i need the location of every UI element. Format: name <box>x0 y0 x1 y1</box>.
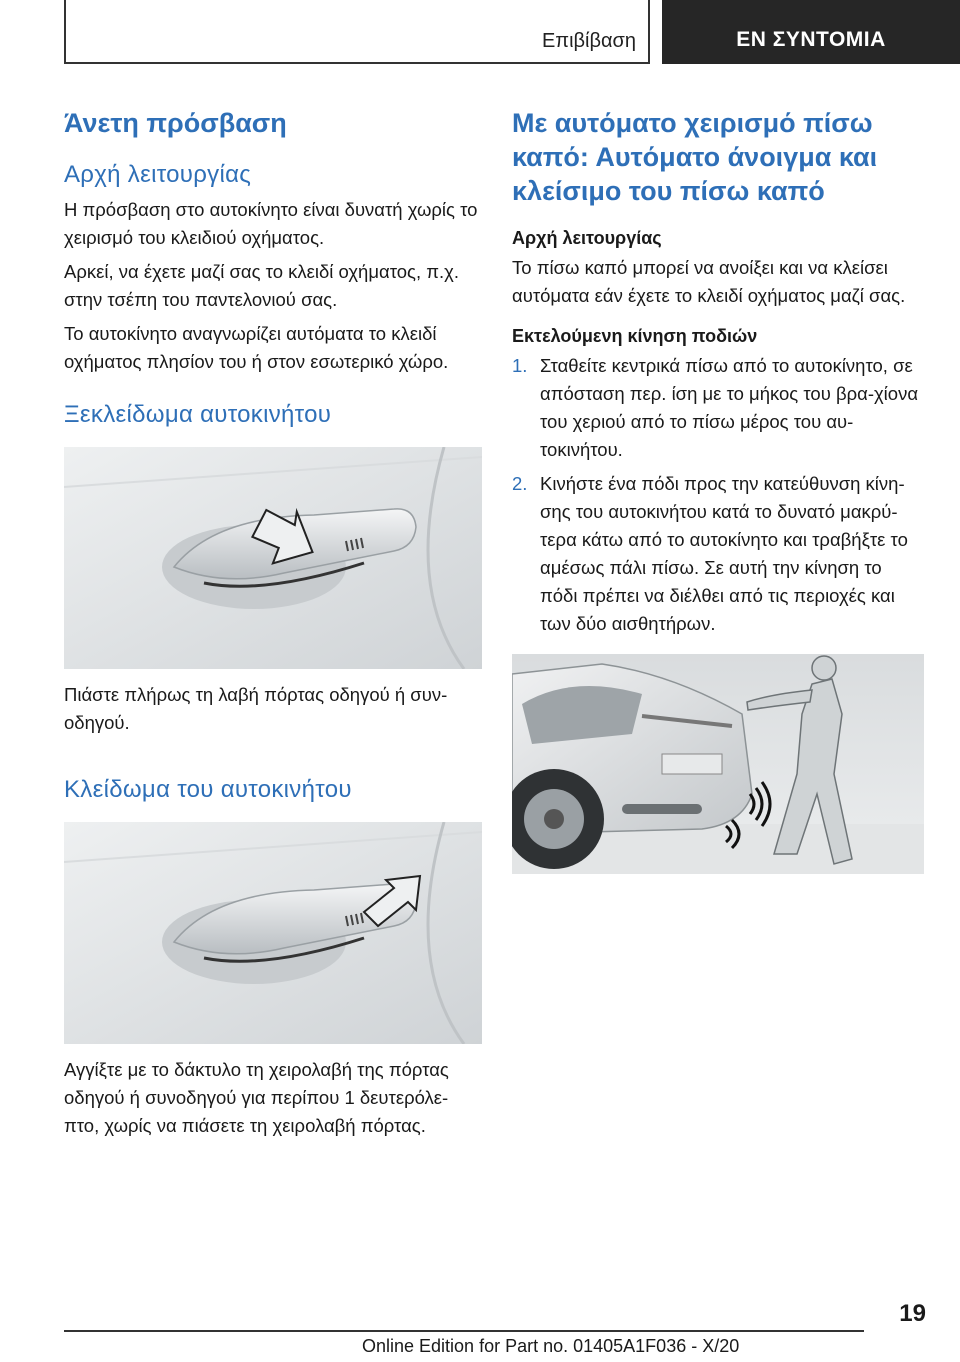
step-1-text: Σταθείτε κεντρικά πίσω από το αυτοκίνητο, σε απόσταση περ. ίση με το μήκος του βρα‐χίονα του χεριού από το πίσω μέρος του αυ‐τοκινήτου. <box>540 355 919 460</box>
door-handle-grip-image <box>64 447 482 669</box>
footer-edition: Online Edition for Part no. 01405A1F036 - X/20 <box>362 1336 740 1356</box>
principle-paragraph-1: Η πρόσβαση στο αυτοκίνητο είναι δυνατή χωρίς το χειρισμό του κλειδιού οχήματος. <box>64 199 478 248</box>
step-2 <box>512 470 924 638</box>
tailgate-principle-heading: Αρχή λειτουργίας <box>512 228 662 248</box>
step-1-number: 1. <box>512 355 528 376</box>
lock-instruction: Αγγίξτε με το δάκτυλο τη χειρολαβή της πόρτας οδηγού ή συνοδηγού για περίπου 1 δευτερόλε‐πτο, χωρίς να πιάσετε τη χειρολαβή πόρτας. <box>64 1059 449 1136</box>
lock-heading: Κλείδωμα του αυτοκινήτου <box>64 776 352 803</box>
right-column <box>512 98 924 874</box>
tailgate-principle-paragraph: Το πίσω καπό μπορεί να ανοίξει και να κλείσει αυτόματα εάν έχετε το κλειδί οχήματος μαζί σας. <box>512 257 906 306</box>
step-1 <box>512 352 924 464</box>
tailgate-title: Με αυτόματο χειρισμό πίσω καπό: Αυτόματο άνοιγμα και κλείσιμο του πίσω καπό <box>512 108 878 206</box>
section-title: Επιβίβαση <box>541 30 636 52</box>
door-handle-touch-image <box>64 822 482 1044</box>
step-2-number: 2. <box>512 473 528 494</box>
tailgate-illustration <box>512 654 924 874</box>
foot-motion-heading: Εκτελούμενη κίνηση ποδιών <box>512 326 758 346</box>
principle-paragraph-2: Αρκεί, να έχετε μαζί σας το κλειδί οχήματος, π.χ. στην τσέπη του παντελονιού σας. <box>64 261 459 310</box>
unlock-illustration <box>64 447 482 669</box>
lock-illustration <box>64 822 482 1044</box>
principle-paragraph-3: Το αυτοκίνητο αναγνωρίζει αυτόματα το κλειδί οχήματος πλησίον του ή στον εσωτερικό χώρο. <box>64 323 449 372</box>
footer-divider <box>64 1330 864 1332</box>
comfort-access-title: Άνετη πρόσβαση <box>64 108 287 138</box>
chapter-tab-label: ΕΝ ΣΥΝΤΟΜΙΑ <box>736 28 886 51</box>
unlock-instruction: Πιάστε πλήρως τη λαβή πόρτας οδηγού ή συν‐οδηγού. <box>64 684 448 733</box>
chapter-tab[interactable] <box>662 0 960 64</box>
unlock-heading: Ξεκλείδωμα αυτοκινήτου <box>64 401 332 428</box>
foot-motion-steps <box>512 352 924 638</box>
header-frame <box>64 0 650 64</box>
left-column <box>64 98 482 1140</box>
kick-sensor-image <box>512 654 924 874</box>
principle-heading: Αρχή λειτουργίας <box>64 161 252 188</box>
step-2-text: Κινήστε ένα πόδι προς την κατεύθυνση κίνη‐σης του αυτοκινήτου κατά το δυνατό μακρύ‐τερα κάτω από το αυτοκίνητο και τραβήξτε το αμέσως πάλι πίσω. Σε αυτή την κίνηση το πόδι πρέπει να διέλθει από τις περιοχές και των δύο αισθητήρων. <box>540 473 908 634</box>
page-number: 19 <box>899 1300 926 1327</box>
